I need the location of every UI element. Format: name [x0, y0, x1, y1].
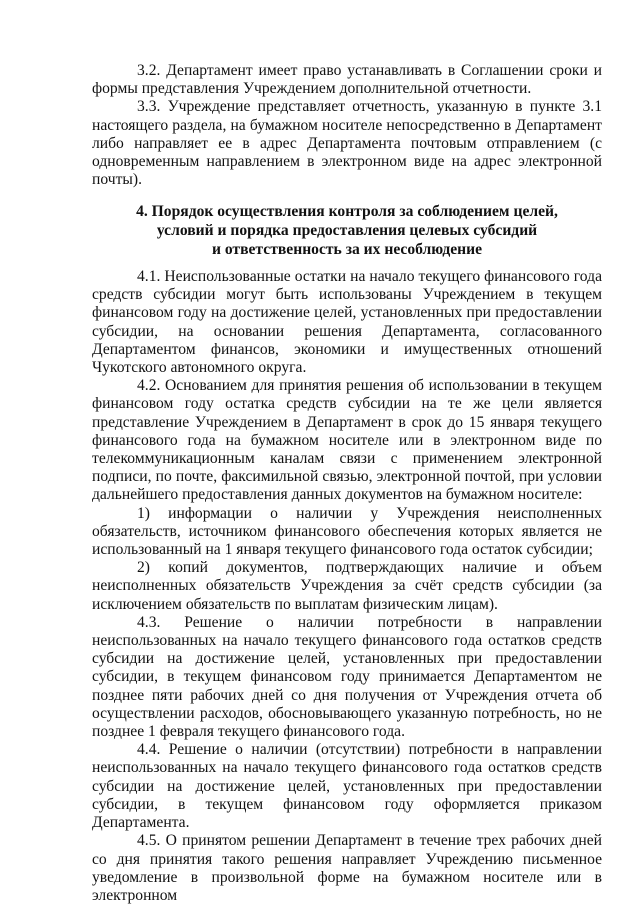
section-heading	[92, 202, 602, 259]
paragraph-3-2: 3.2. Департамент имеет право устанавливать в Соглашении сроки и формы представления Учреждением дополнительной отчетности.	[92, 62, 602, 98]
top-paragraphs	[92, 62, 602, 189]
section-heading-line-3: и ответственность за их несоблюдение	[211, 241, 483, 258]
section-heading-line-2: условий и порядка предоставления целевых субсидий	[156, 222, 538, 239]
paragraph-4-2-item-1: 1) информации о наличии у Учреждения неисполненных обязательств, источником финансового обеспечения которых является не использованный на 1 января текущего финансового года остаток субсидии;	[92, 504, 602, 559]
section-heading-line-1: 4. Порядок осуществления контроля за соблюдением целей,	[136, 203, 558, 220]
paragraph-4-3: 4.3. Решение о наличии потребности в направлении неиспользованных на начало текущего финансового года остатков средств субсидии на достижение целей, установленных при предоставлении субсидии, в текущем финансовом году принимается Департаментом не позднее пяти рабочих дней со дня получения от Учреждения отчета об осуществлении расходов, обосновывающего указанную потребность, но не позднее 1 февраля текущего финансового года.	[92, 613, 602, 741]
paragraph-4-5: 4.5. О принятом решении Департамент в течение трех рабочих дней со дня принятия такого решения направляет Учреждению письменное уведомление в произвольной форме на бумажном носителе или в электронном	[92, 832, 602, 904]
paragraph-4-2-item-2: 2) копий документов, подтверждающих наличие и объем неисполненных обязательств Учреждения за счёт средств субсидии (за исключением обязательств по выплатам физическим лицам).	[92, 559, 602, 613]
paragraph-4-4: 4.4. Решение о наличии (отсутствии) потребности в направлении неиспользованных на начало текущего финансового года остатков средств субсидии на достижение целей, установленных при предоставлении субсидии, в текущем финансовом году оформляется приказом Департамента.	[92, 741, 602, 832]
paragraph-4-2: 4.2. Основанием для принятия решения об использовании в текущем финансовом году остатка средств субсидии на те же цели является представление Учреждением в Департамент в срок до 15 января текущего финансового года на бумажном носителе или в электронном виде по телекоммуникационным каналам связи с применением электронной подписи, по почте, факсимильной связью, электронной почтой, при условии дальнейшего предоставления данных документов на бумажном носителе:	[92, 377, 602, 504]
paragraph-3-3: 3.3. Учреждение представляет отчетность, указанную в пункте 3.1 настоящего раздела, на бумажном носителе непосредственно в Департамент либо направляет ее в адрес Департамента почтовым отправлением (с одновременным направлением в электронном виде на адрес электронной почты).	[92, 98, 602, 189]
paragraph-4-1: 4.1. Неиспользованные остатки на начало текущего финансового года средств субсидии могут быть использованы Учреждением в текущем финансовом году на достижение целей, установленных при предоставлении субсидии, на основании решения Департамента, согласованного Департаментом финансов, экономики и имущественных отношений Чукотского автономного округа.	[92, 268, 602, 377]
body-paragraphs	[92, 268, 602, 905]
